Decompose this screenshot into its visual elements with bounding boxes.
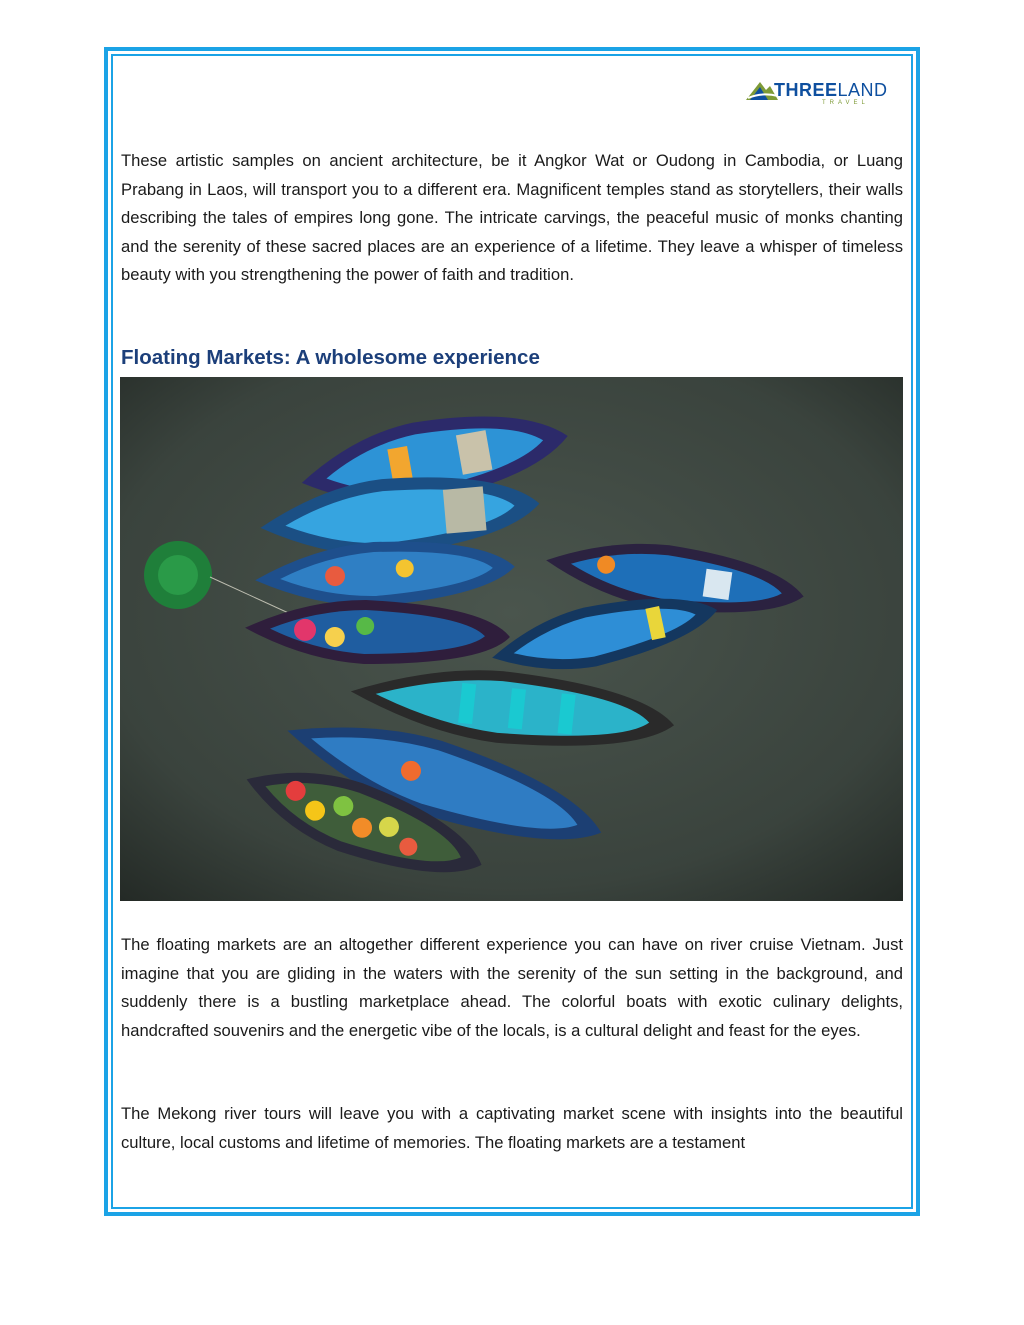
- body-paragraph-2: The Mekong river tours will leave you with a captivating market scene with insights into the beautiful culture, local customs and lifetime of memories. The floating markets are a testament: [121, 1104, 903, 1152]
- threeland-logo: [744, 76, 888, 108]
- logo-tagline: TRAVEL: [822, 100, 869, 106]
- logo-part-land: LAND: [837, 80, 888, 100]
- floating-market-photo: [120, 377, 903, 901]
- logo-wordmark: [774, 80, 888, 101]
- logo-part-three: THREE: [774, 80, 838, 100]
- body-paragraph-1: The floating markets are an altogether different experience you can have on river cruise Vietnam. Just imagine that you are gliding in the waters with the serenity of the sun setting in the background, and suddenly there is a bustling marketplace ahead. The colorful boats with exotic culinary delights, handcrafted souvenirs and the energetic vibe of the locals, is a cultural delight and feast for the eyes.: [121, 935, 903, 1040]
- intro-paragraph: These artistic samples on ancient architecture, be it Angkor Wat or Oudong in Cambodia, or Luang Prabang in Laos, will transport you to a different era. Magnificent temples stand as storytellers, their walls describing the tales of empires long gone. The intricate carvings, the peaceful music of monks chanting and the serenity of these sacred places are an experience of a lifetime. They leave a whisper of timeless beauty with you strengthening the power of faith and tradition.: [121, 151, 903, 284]
- section-heading: Floating Markets: A wholesome experience: [121, 346, 540, 369]
